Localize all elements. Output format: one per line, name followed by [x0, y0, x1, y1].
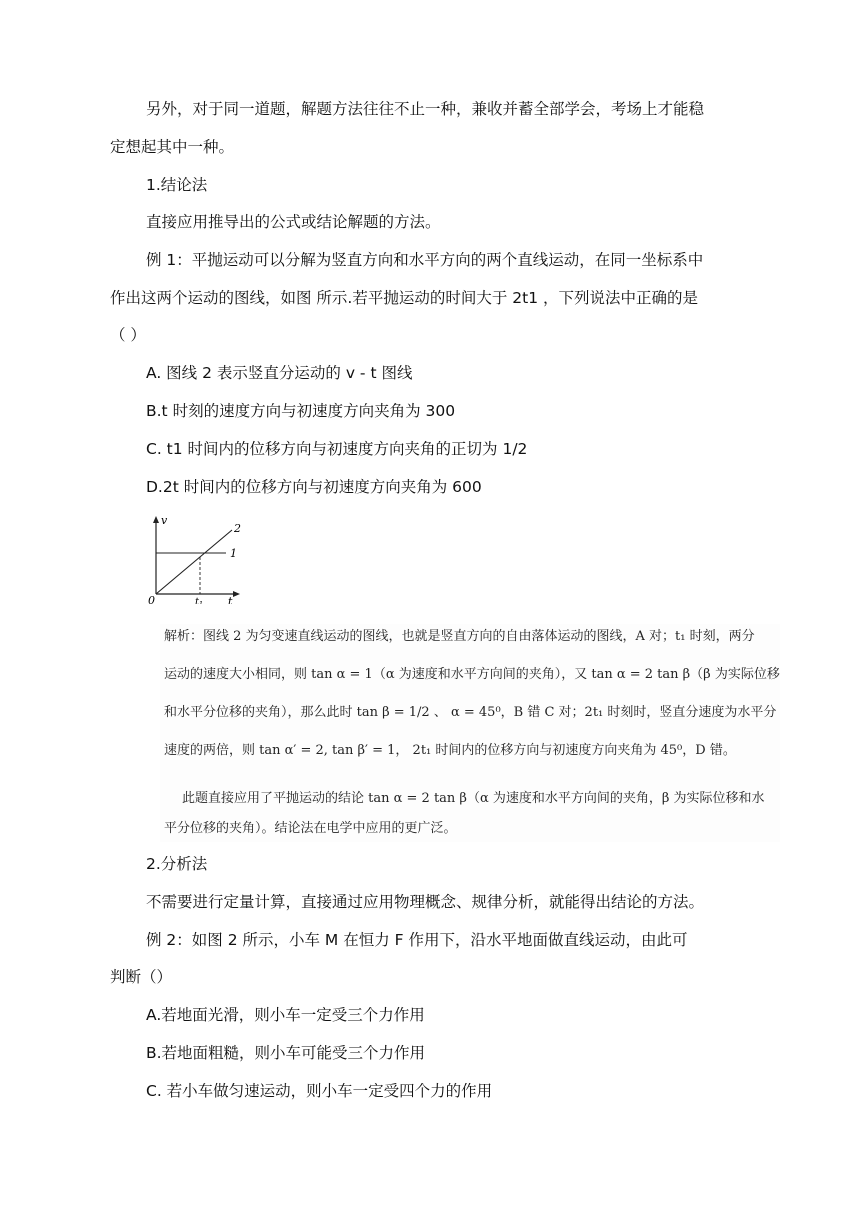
solution-line-3: 和水平分位移的夹角），那么此时 tan β = 1/2 、 α = 45⁰，B 错 C 对；2t₁ 时刻时，竖直分速度为水平分	[164, 705, 777, 720]
example-2-option-c: C. 若小车做匀速运动，则小车一定受四个力的作用	[146, 1082, 493, 1100]
graph-line-2	[156, 530, 232, 594]
example-1-option-c: C. t1 时间内的位移方向与初速度方向夹角的正切为 1/2	[146, 440, 528, 458]
origin-label: 0	[148, 594, 155, 604]
example-1-line-1: 例 1：平抛运动可以分解为竖直方向和水平方向的两个直线运动，在同一坐标系中	[146, 251, 704, 269]
example-1-option-b: B.t 时刻的速度方向与初速度方向夹角为 300	[146, 402, 456, 420]
section-1-heading: 1.结论法	[146, 176, 208, 194]
line-2-label: 2	[234, 522, 241, 535]
section-2-definition: 不需要进行定量计算，直接通过应用物理概念、规律分析，就能得出结论的方法。	[146, 893, 705, 911]
example-1-line-2: 作出这两个运动的图线，如图 所示.若平抛运动的时间大于 2t1 ，下列说法中正确的是	[110, 289, 699, 307]
example-2-option-a: A.若地面光滑，则小车一定受三个力作用	[146, 1006, 425, 1024]
vt-graph-figure	[140, 512, 250, 604]
line-1-label: 1	[230, 547, 237, 560]
solution-line-1: 解析：图线 2 为匀变速直线运动的图线，也就是竖直方向的自由落体运动的图线，A 对；t₁ 时刻，两分	[164, 629, 755, 644]
v-axis-label: v	[161, 514, 168, 527]
solution-line-4: 速度的两倍，则 tan α′ = 2, tan β′ = 1， 2t₁ 时间内的位移方向与初速度方向夹角为 45⁰，D 错。	[164, 743, 736, 758]
solution-line-2: 运动的速度大小相同，则 tan α = 1（α 为速度和水平方向间的夹角），又 tan α = 2 tan β（β 为实际位移	[164, 667, 780, 682]
solution-line-6: 平分位移的夹角）。结论法在电学中应用的更广泛。	[164, 821, 457, 836]
intro-line-1: 另外，对于同一道题，解题方法往往不止一种，兼收并蓄全部学会，考场上才能稳	[146, 100, 705, 118]
section-2-heading: 2.分析法	[146, 855, 208, 873]
solution-scan-image	[160, 624, 780, 842]
t-axis-arrow	[233, 591, 240, 597]
example-1-option-a: A. 图线 2 表示竖直分运动的 v - t 图线	[146, 364, 413, 382]
example-2-line-1: 例 2：如图 2 所示，小车 M 在恒力 F 作用下，沿水平地面做直线运动，由此可	[146, 931, 688, 949]
section-1-definition: 直接应用推导出的公式或结论解题的方法。	[146, 213, 441, 231]
solution-line-5: 此题直接应用了平抛运动的结论 tan α = 2 tan β（α 为速度和水平方向间的夹角，β 为实际位移和水	[182, 791, 765, 806]
example-2-option-b: B.若地面粗糙，则小车可能受三个力作用	[146, 1044, 426, 1062]
t-axis-label: t	[228, 595, 233, 604]
t1-tick-label: t₁	[195, 597, 204, 604]
example-1-option-d: D.2t 时间内的位移方向与初速度方向夹角为 600	[146, 478, 482, 496]
intro-line-2: 定想起其中一种。	[110, 138, 235, 156]
example-1-blank: （ ）	[110, 326, 146, 344]
example-2-line-2: 判断（）	[110, 968, 173, 986]
v-axis-arrow	[153, 516, 159, 523]
